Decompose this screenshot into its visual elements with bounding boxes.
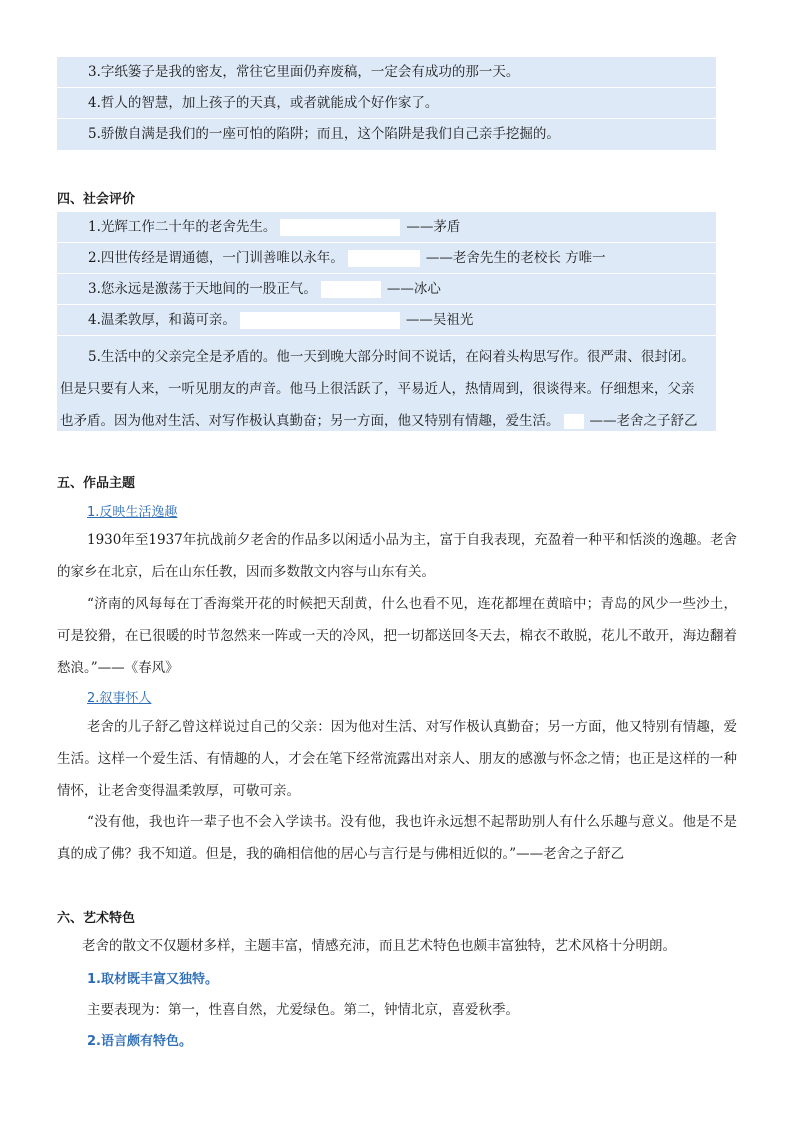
subheading-language: 2.语言颇有特色。 [87,1034,192,1049]
evaluation-item: 2.四世传经是谓通德，一门训善唯以永年。 ——老舍先生的老校长 方唯一 [57,243,716,274]
answer-blank[interactable] [321,281,381,298]
section-heading-social-evaluation: 四、社会评价 [57,192,136,207]
answer-blank[interactable] [564,414,584,429]
section-heading-artistic-features: 六、艺术特色 [57,911,136,926]
answer-blank[interactable] [280,219,400,236]
list-item: 4.哲人的智慧，加上孩子的天真，或者就能成个好作家了。 [57,88,716,119]
section-heading-work-themes: 五、作品主题 [57,476,136,491]
quote: “济南的风每每在丁香海棠开花的时候把天刮黄，什么也看不见，连花都埋在黄暗中；青岛的风少一些沙土，可是狡猾，在已很暖的时节忽然来一阵或一天的冷风，把一切都送回冬天去，棉衣不敢脱，花儿不敢开，海边翻着愁浪。”——《春风》 [57,596,737,676]
subheading-life-interest: 1.反映生活逸趣 [87,505,178,520]
evaluation-item: 1.光辉工作二十年的老舍先生。 ——茅盾 [57,212,716,243]
evaluation-item-5-line1: 5.生活中的父亲完全是矛盾的。他一天到晚大部分时间不说话，在闷着头构思写作。很严肃、很封闭。 [88,349,695,365]
paragraph: 主要表现为：第一，性喜自然，尤爱绿色。第二，钟情北京，喜爱秋季。 [87,1002,519,1018]
evaluation-item-5-line2: 但是只要有人来，一听见朋友的声音。他马上很活跃了，平易近人，热情周到，很谈得来。仔细想来，父亲 [60,381,695,397]
list-item: 3.字纸篓子是我的密友，常往它里面仍弃废稿，一定会有成功的那一天。 [57,57,716,88]
evaluation-item-5-line3: 也矛盾。因为他对生活、对写作极认真勤奋；另一方面，他又特别有情趣，爱生活。 ——老舍之子舒乙 [60,413,698,429]
evaluation-item: 4.温柔敦厚，和蔼可亲。 ——吴祖光 [57,305,716,336]
list-item: 5.骄傲自满是我们的一座可怕的陷阱；而且，这个陷阱是我们自己亲手挖掘的。 [88,126,560,142]
subheading-material: 1.取材既丰富又独特。 [87,972,218,987]
paragraph: 1930年至1937年抗战前夕老舍的作品多以闲适小品为主，富于自我表现，充盈着一种平和恬淡的逸趣。老舍的家乡在北京，后在山东任教，因而多数散文内容与山东有关。 [57,532,737,580]
answer-blank[interactable] [348,250,420,267]
paragraph: 老舍的散文不仅题材多样，主题丰富，情感充沛，而且艺术特色也颇丰富独特，艺术风格十分明朗。 [82,938,676,954]
subheading-narrative: 2.叙事怀人 [87,691,152,706]
evaluation-item: 3.您永远是激荡于天地间的一股正气。 ——冰心 [57,274,716,305]
answer-blank[interactable] [240,312,400,329]
paragraph: 老舍的儿子舒乙曾这样说过自己的父亲：因为他对生活、对写作极认真勤奋；另一方面，他又特别有情趣，爱生活。这样一个爱生活、有情趣的人，才会在笔下经常流露出对亲人、朋友的感激与怀念之情；也正是这样的一种情怀，让老舍变得温柔敦厚，可敬可亲。 [57,719,737,799]
quote: “没有他，我也许一辈子也不会入学读书。没有他，我也许永远想不起帮助别人有什么乐趣与意义。他是不是真的成了佛？我不知道。但是，我的确相信他的居心与言行是与佛相近似的。”——老舍之子舒乙 [57,814,737,862]
